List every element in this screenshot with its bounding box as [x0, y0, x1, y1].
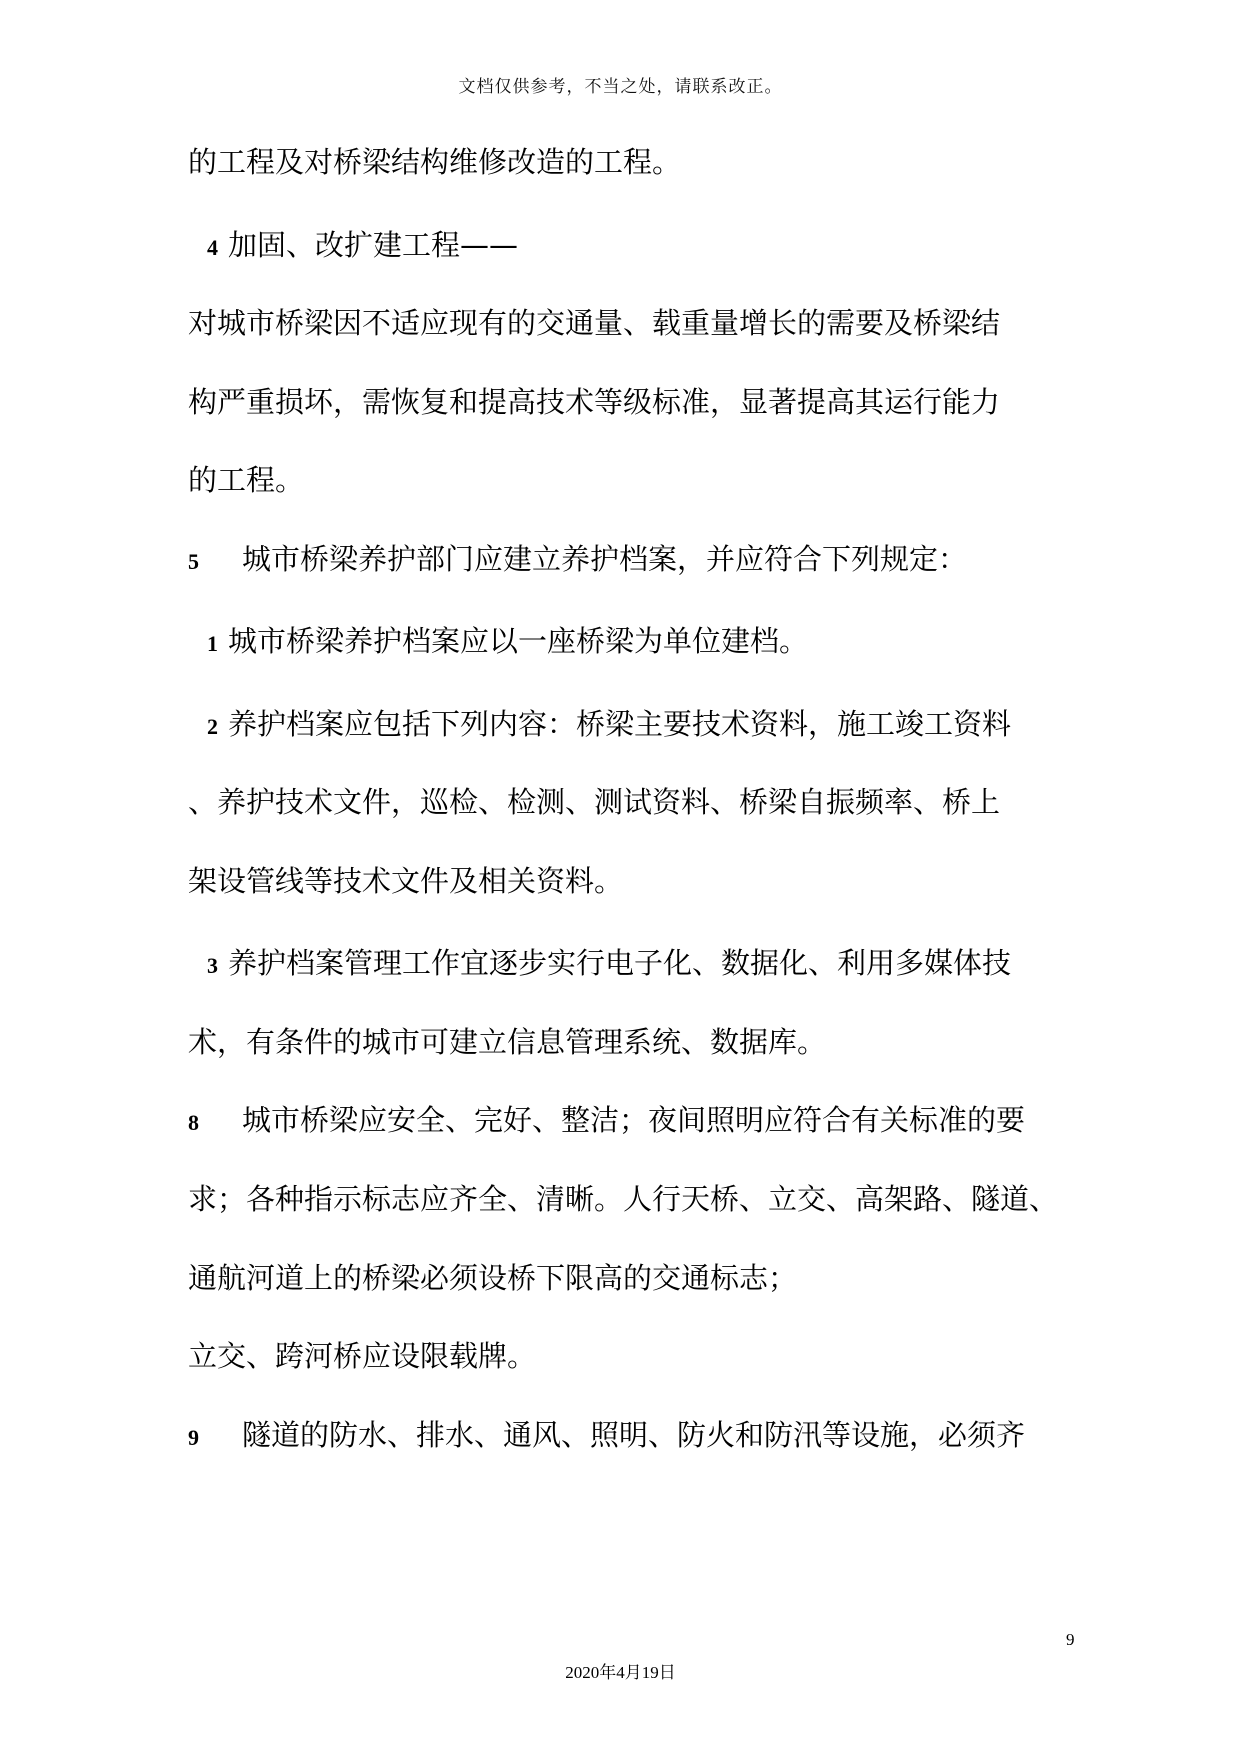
text-line	[188, 460, 304, 500]
line-text: 构严重损坏，需恢复和提高技术等级标准，显著提高其运行能力	[188, 385, 1001, 419]
numbered-line	[188, 539, 967, 579]
item-number: 8	[188, 1110, 199, 1135]
numbered-line	[207, 704, 1011, 744]
page-header: 文档仅供参考，不当之处，请联系改正。	[458, 77, 783, 97]
numbered-line	[207, 943, 1011, 983]
text-line	[188, 142, 681, 182]
text-line	[188, 303, 1000, 343]
text-line	[188, 382, 1000, 422]
line-text: 城市桥梁养护档案应以一座桥梁为单位建档。	[228, 624, 809, 658]
line-text: 养护档案应包括下列内容：桥梁主要技术资料，施工竣工资料	[228, 707, 1012, 741]
item-number: 2	[207, 714, 218, 739]
line-text: 的工程及对桥梁结构维修改造的工程。	[188, 145, 682, 179]
numbered-line	[207, 621, 808, 661]
text-line	[188, 1022, 826, 1062]
line-text: 城市桥梁养护部门应建立养护档案，并应符合下列规定：	[242, 542, 968, 576]
numbered-line	[188, 1415, 1025, 1455]
text-line	[188, 1258, 797, 1298]
line-text: 养护档案管理工作宜逐步实行电子化、数据化、利用多媒体技	[228, 946, 1012, 980]
item-number: 5	[188, 549, 199, 574]
line-text: 架设管线等技术文件及相关资料。	[188, 864, 624, 898]
text-line	[188, 861, 623, 901]
text-line	[188, 1179, 1058, 1219]
line-text: 立交、跨河桥应设限载牌。	[188, 1339, 537, 1373]
text-line	[188, 782, 1000, 822]
numbered-line	[207, 225, 518, 265]
footer-date: 2020年4月19日	[565, 1663, 676, 1682]
line-text: 求；各种指示标志应齐全、清晰。人行天桥、立交、高架路、隧道、	[188, 1182, 1059, 1216]
line-text: 对城市桥梁因不适应现有的交通量、载重量增长的需要及桥梁结	[188, 306, 1001, 340]
item-number: 1	[207, 631, 218, 656]
line-text: 、养护技术文件，巡检、检测、测试资料、桥梁自振频率、桥上	[188, 785, 1001, 819]
item-number: 4	[207, 235, 218, 260]
line-text: 通航河道上的桥梁必须设桥下限高的交通标志；	[188, 1261, 798, 1295]
item-number: 9	[188, 1425, 199, 1450]
line-text: 加固、改扩建工程——	[228, 228, 519, 262]
numbered-line	[188, 1100, 1025, 1140]
item-number: 3	[207, 953, 218, 978]
line-text: 的工程。	[188, 463, 305, 497]
line-text: 城市桥梁应安全、完好、整洁；夜间照明应符合有关标准的要	[242, 1103, 1026, 1137]
line-text: 隧道的防水、排水、通风、照明、防火和防汛等设施，必须齐	[242, 1418, 1026, 1452]
line-text: 术，有条件的城市可建立信息管理系统、数据库。	[188, 1025, 827, 1059]
page-number: 9	[1066, 1630, 1075, 1649]
text-line	[188, 1336, 536, 1376]
